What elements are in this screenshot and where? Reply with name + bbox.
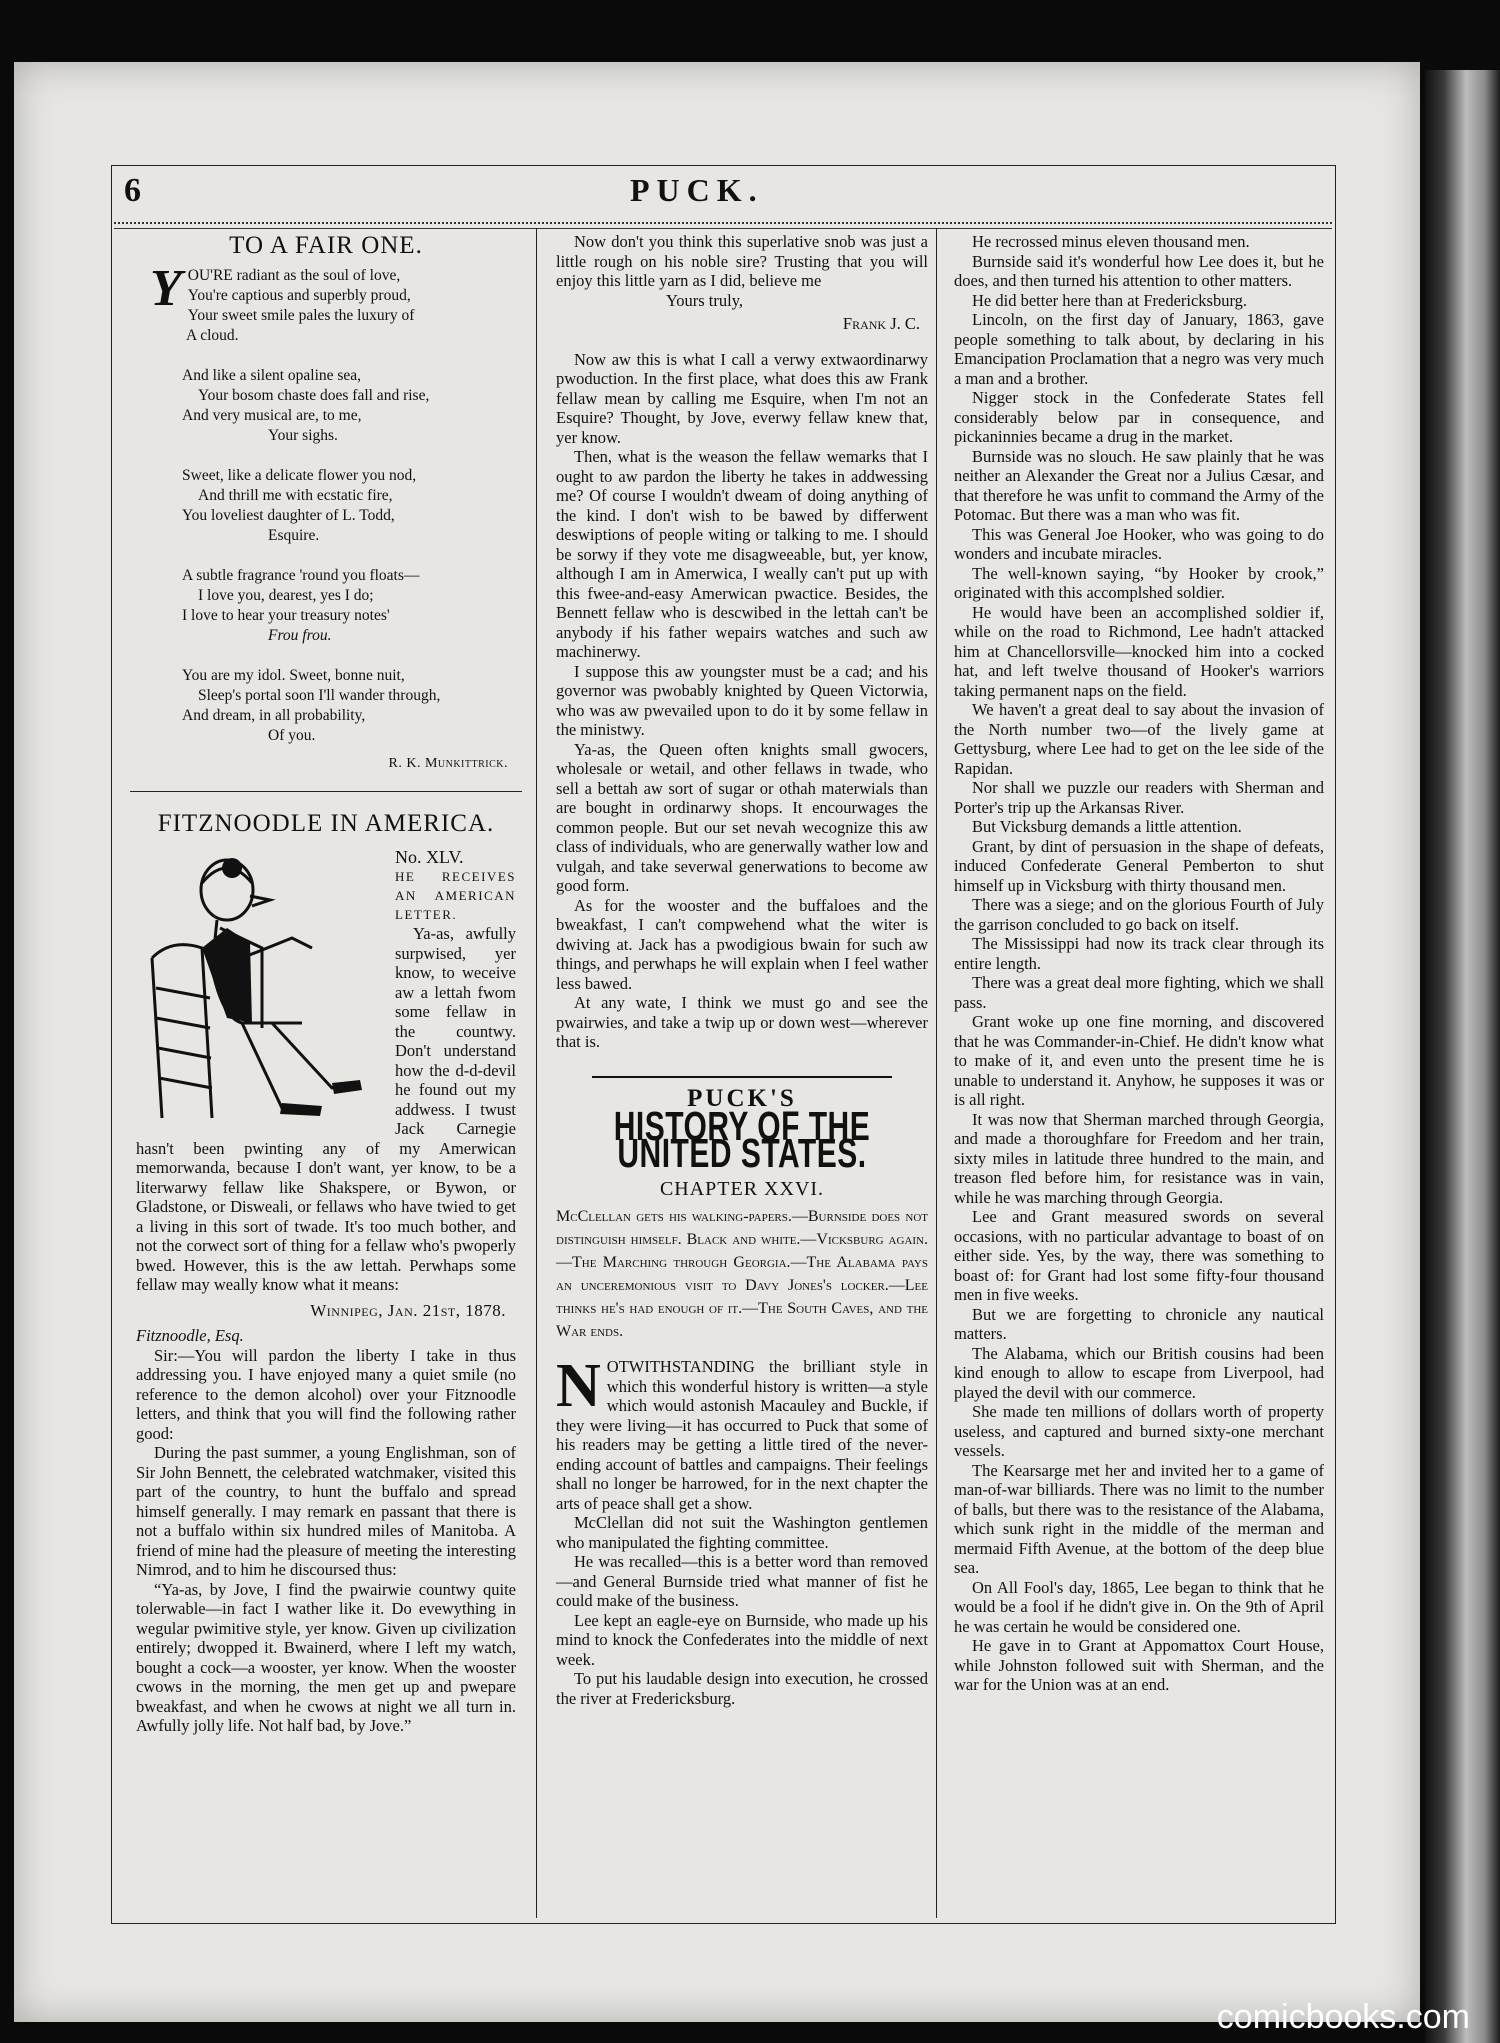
- poem-line: Of you.: [268, 726, 316, 744]
- chapter-summary: McClellan gets his walking-papers.—Burnside does not distinguish himself. Black and white.—Vicksburg again.—The Marching through Georgia.—The Alabama pays an unceremonious visit to Davy Jones's locker.—Lee thinks he's had enough of it.—The South Caves, and the War ends.: [556, 1208, 928, 1340]
- paragraph: He would have been an accomplished soldier if, while on the road to Richmond, Lee hadn't attacked him at Chancellorsville—knocked him into a cocked hat, and left twelve thousand of Hooker's warriors taking permanent naps on the field.: [954, 602, 1324, 700]
- paragraph: He did better here than at Fredericksburg.: [972, 290, 1248, 310]
- site-watermark: comicbooks.com: [1216, 1998, 1470, 2036]
- history-logo: PUCK'S: [687, 1085, 797, 1112]
- poem-line: A subtle fragrance 'round you floats—: [182, 566, 420, 584]
- paragraph: McClellan did not suit the Washington gentlemen who manipulated the fighting committee.: [556, 1513, 928, 1552]
- letter-number: No. XLV.: [395, 846, 464, 867]
- chapter-heading: CHAPTER XXVI.: [659, 1177, 825, 1200]
- header-rule: [114, 222, 1332, 229]
- paragraph: OTWITHSTANDING the brilliant style in which this wonderful history is written—a style which would astonish Macauley and Buckle, if they were living—it has occurred to Puck that some of his readers may be getting a little tired of the never-ending account of battles and campaigns. Their feelings shall no longer be harrowed, for in the next chapter the arts of peace shall get a show.: [556, 1357, 928, 1513]
- paragraph: Nor shall we puzzle our readers with Sherman and Porter's trip up the Arkansas River.: [954, 778, 1324, 817]
- masthead: PUCK.: [630, 172, 764, 208]
- paragraph: Sir:—You will pardon the liberty I take in thus addressing you. I have enjoyed many a quiet smile (no reference to the demon alcohol) over your Fitznoodle letters, and think that you will find the following rather good:: [136, 1345, 516, 1443]
- paragraph: “Ya-as, by Jove, I find the pwairwie countwy quite tolerwable—in fact I wather like it. Do evewything in wegular pwimitive style, yer know. Given up civilization entirely; dwopped it. Bwainerd, where I left my watch, bought a cock—a wooster, yer know. When the wooster cwows in the morning, the men get up and pwepare bweakfast, and when he cwows at night we all turn in. Awfully jolly life. Not half bad, by Jove.”: [136, 1579, 516, 1735]
- paragraph: On All Fool's day, 1865, Lee began to think that he would be a fool if he didn't give in. On the 9th of April he was certain he would be considered one.: [954, 1577, 1324, 1636]
- poem-line: You are my idol. Sweet, bonne nuit,: [182, 666, 405, 684]
- paragraph: There was a great deal more fighting, which we shall pass.: [954, 973, 1324, 1012]
- poem-line: And very musical are, to me,: [182, 406, 362, 424]
- poem-line: You're captious and superbly proud,: [187, 286, 411, 304]
- poem-line: I love to hear your treasury notes': [182, 606, 390, 624]
- poem-stanza-2: [182, 366, 516, 446]
- page-number: 6: [124, 172, 141, 209]
- paragraph: Now aw this is what I call a verwy extwaordinarwy pwoduction. In the first place, what does this aw Frank fellaw mean by calling me Esquire, when I'm not an Esquire? Thought, by Jove, everwy fellaw knew that, yer know.: [556, 349, 928, 447]
- paragraph: The Alabama, which our British cousins had been kind enough to allow to escape from Liverpool, had played the devil with our commerce.: [954, 1343, 1324, 1402]
- paragraph: Ya-as, the Queen often knights small gwocers, wholesale or wetail, and other fellaws in twade, who sell a bettah aw sort of sugar or othah materwials than are bought in ordinarwy shops. It encourwages the common people. But our set nevah wecognize this aw class of individuals, who are generwally wather low and vulgah, and take severwal generwations to become aw good form.: [556, 739, 928, 895]
- letter-closing: Yours truly,: [666, 290, 744, 310]
- poem-line: Sweet, like a delicate flower you nod,: [182, 466, 417, 484]
- poem-line: And like a silent opaline sea,: [182, 366, 362, 384]
- paragraph: Lee kept an eagle-eye on Burnside, who made up his mind to knock the Confederates into the middle of next week.: [556, 1610, 928, 1669]
- poem-line: Esquire.: [268, 526, 320, 544]
- paragraph: Grant woke up one fine morning, and discovered that he was Commander-in-Chief. He didn't know what to make of it, and even unto the present time he is unable to understand it. Anyhow, he supposes it was or is all right.: [954, 1012, 1324, 1109]
- poem-line: And dream, in all probability,: [182, 706, 366, 724]
- paragraph: But we are forgetting to chronicle any nautical matters.: [954, 1304, 1324, 1343]
- paragraph: But Vicksburg demands a little attention.: [972, 817, 1242, 836]
- paragraph: She made ten millions of dollars worth of property useless, and captured and burned sixty-one merchant vessels.: [954, 1402, 1324, 1460]
- paragraph: It was now that Sherman marched through Georgia, and made a thoroughfare for Freedom and her train, sixty miles in latitude three hundred to the main, and treason fled before him, for resistance was in vain, while he was marching through Georgia.: [954, 1109, 1324, 1207]
- paragraph: I suppose this aw youngster must be a cad; and his governor was pwobably knighted by Queen Victorwia, who was aw pwevailed upon to do it by some fellaw in the ministwy.: [556, 661, 928, 739]
- letter-signer: Frank J. C.: [842, 314, 920, 333]
- paragraph: This was General Joe Hooker, who was going to do wonders and incubate miracles.: [954, 524, 1324, 563]
- poem-line: You loveliest daughter of L. Todd,: [182, 506, 395, 524]
- history-dropcap: N: [556, 1352, 601, 1420]
- poem-line: Frou frou.: [268, 626, 332, 644]
- paragraph: To put his laudable design into execution, he crossed the river at Fredericksburg.: [556, 1669, 928, 1708]
- paragraph: He recrossed minus eleven thousand men.: [972, 232, 1250, 251]
- paragraph: Grant, by dint of persuasion in the shape of defeats, induced Confederate General Pemberton to shut himself up in Vicksburg with thirty thousand men.: [954, 836, 1324, 895]
- paragraph: Burnside said it's wonderful how Lee does it, but he does, and then turned his attention to other matters.: [954, 251, 1324, 290]
- paragraph: As for the wooster and the buffaloes and the bweakfast, I can't compwehend what the witer is dwiving at. Jack has a pwodigious bwain for such aw things, and perwhaps he will explain when I feel wather less bawed.: [556, 895, 928, 993]
- poem-line: And thrill me with ecstatic fire,: [198, 486, 393, 504]
- column-rule-2: [936, 228, 937, 1918]
- book-spine: [1425, 70, 1500, 2043]
- letter-salutation: Fitznoodle, Esq.: [136, 1326, 244, 1345]
- paragraph: During the past summer, a young Englishman, son of Sir John Bennett, the celebrated watchmaker, visited this part of the country, to hunt the buffalo and spread himself generally. I may remark en passant that there is not a buffalo within six hundred miles of Manitoba. A friend of mine had the pleasure of meeting the interesting Nimrod, and to him he discoursed thus:: [136, 1443, 516, 1579]
- paragraph: Burnside was no slouch. He saw plainly that he was neither an Alexander the Great nor a Julius Cæsar, and that therefore he was unfit to command the Army of the Potomac. But there was a man who was fit.: [954, 446, 1324, 524]
- paragraph: There was a siege; and on the glorious Fourth of July the garrison concluded to go back on itself.: [954, 895, 1324, 934]
- paragraph: At any wate, I think we must go and see the pwairwies, and take a twip up or down west—wherever that is.: [556, 993, 928, 1051]
- paragraph: Then, what is the weason the fellaw wemarks that I ought to aw pardon the liberty he takes in addwessing me? Of course I wouldn't dweam of doing anything of the kind. I don't wish to be bawed by differwent deswiptions of people witing or talking to me. I should be sorwy if they vote me disagweeable, but, yer know, although I am in Amerwica, I weally can't put up with this fwee-and-easy Amerwican pwactice. Besides, the Bennett fellaw who is descwibed in the lettah can't be anybody if his father wepairs watches and such aw machinerwy.: [556, 447, 928, 661]
- poem-stanza-1: [150, 259, 516, 346]
- ornament-rule: [556, 1066, 928, 1086]
- poem-line: A cloud.: [186, 326, 239, 344]
- paragraph: Now don't you think this superlative snob was just a little rough on his noble sire? Trusting that you will enjoy this little yarn as I did, believe me: [556, 232, 928, 290]
- letter-dateline: Winnipeg, Jan. 21st, 1878.: [310, 1300, 506, 1320]
- poem-stanza-4: [182, 566, 516, 646]
- paragraph: He was recalled—this is a better word than removed—and General Burnside tried what manner of fist he could make of the business.: [556, 1552, 928, 1610]
- paragraph: Lee and Grant measured swords on several occasions, with no particular advantage to boast of on either side. Yes, by the way, there was something to boast of: for Grant had lost some fifty-four thousand men in five weeks.: [954, 1207, 1324, 1304]
- letter-subhead: HE RECEIVES AN AMERICAN LETTER.: [395, 869, 516, 922]
- poem-line: I love you, dearest, yes I do;: [198, 586, 374, 604]
- poem-line: Sleep's portal soon I'll wander through,: [198, 686, 441, 704]
- paragraph: Lincoln, on the first day of January, 1863, gave people something to talk about, by declaring in his Emancipation Proclamation that a negro was very much a man and a brother.: [954, 310, 1324, 388]
- poem-line: Your sweet smile pales the luxury of: [187, 306, 415, 324]
- poem-line: OU'RE radiant as the soul of love,: [187, 266, 401, 284]
- poem-signature: R. K. Munkittrick.: [388, 755, 508, 771]
- poem-title: TO A FAIR ONE.: [229, 232, 423, 259]
- paragraph: Ya-as, awfully surpwised, yer know, to weceive aw a lettah fwom some fellaw in the countwy. Don't understand how the d-d-devil he found out my addwess. I twust Jack Carnegie hasn't been pwinting any of my Amerwican memorwanda, because I don't want, yer know, to be a literwarwy fellaw like Shakspere, or Bywon, or Gladstone, or Disweali, or fellaws who have twied to get a living in this sort of twade. It's too much bother, and not the corwect sort of thing for a fellaw who's pwoperly bwed. However, this is the aw lettah. Perwhaps some fellaw may weally know what it means:: [136, 924, 516, 1294]
- paragraph: The well-known saying, “by Hooker by crook,” originated with this accomplshed soldier.: [954, 563, 1324, 602]
- poem-line: Your bosom chaste does fall and rise,: [198, 386, 430, 404]
- paragraph: He gave in to Grant at Appomattox Court House, while Johnston followed suit with Sherman, and the war for the Union was at an end.: [954, 1636, 1324, 1694]
- column-3: [954, 232, 1324, 1695]
- section-divider: [130, 791, 522, 792]
- poem-dropcap: Y: [150, 259, 182, 317]
- paragraph: The Mississippi had now its track clear through its entire length.: [954, 934, 1324, 973]
- column-1: [136, 232, 516, 1736]
- column-2: [556, 232, 928, 1708]
- paragraph: The Kearsarge met her and invited her to a game of man-of-war billiards. There was no limit to the number of balls, but there was to the resistance of the Alabama, which sunk right in the middle of the merman and mermaid Fifth Avenue, at the bottom of the deep blue sea.: [954, 1460, 1324, 1577]
- history-title: HISTORY OF THE UNITED STATES.: [613, 1104, 871, 1176]
- column-rule-1: [536, 228, 537, 1918]
- poem-stanza-5: [182, 666, 516, 746]
- paragraph: Nigger stock in the Confederate States fell considerably below par in consequence, and pickaninnies became a drug in the market.: [954, 388, 1324, 446]
- poem-stanza-3: [182, 466, 516, 546]
- paragraph: We haven't a great deal to say about the invasion of the North number two—of the lively game at Gettysburg, where Lee had to get on the lee side of the Rapidan.: [954, 700, 1324, 778]
- poem-line: Your sighs.: [268, 426, 338, 444]
- fitznoodle-illustration: [132, 848, 387, 1130]
- article-title: FITZNOODLE IN AMERICA.: [157, 810, 495, 837]
